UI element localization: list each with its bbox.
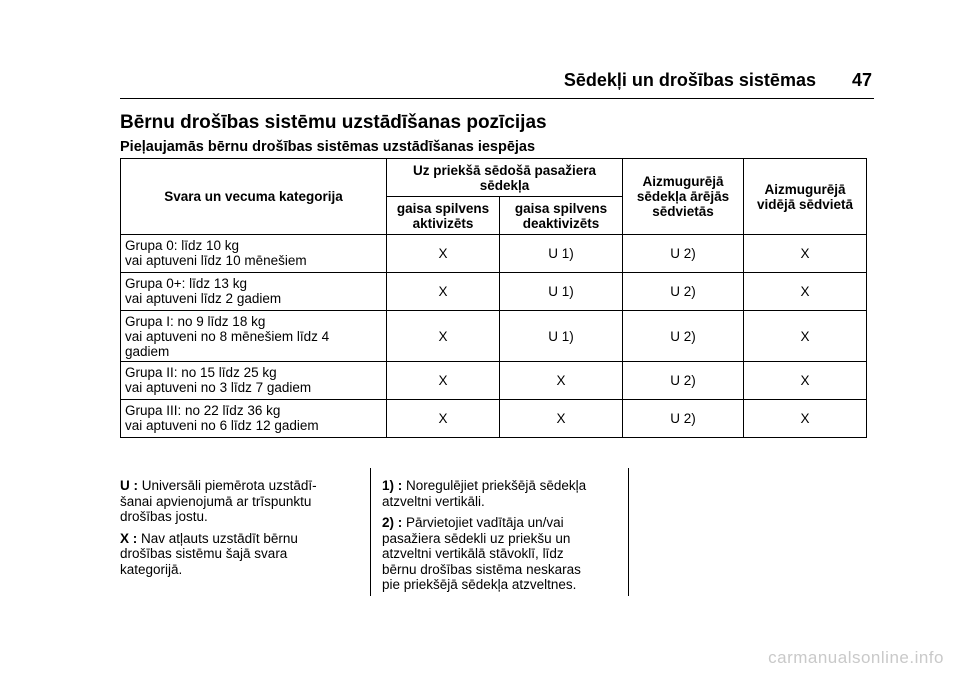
column-divider bbox=[628, 468, 629, 596]
suitability-cell: X bbox=[500, 362, 623, 400]
suitability-cell: X bbox=[387, 311, 500, 362]
suitability-cell: X bbox=[387, 235, 500, 273]
column-divider bbox=[370, 468, 371, 596]
note-item bbox=[382, 478, 622, 509]
section-title: Sēdekļi un drošības sistēmas bbox=[563, 70, 816, 90]
table-row bbox=[121, 273, 867, 311]
suitability-cell: U 2) bbox=[623, 362, 744, 400]
note-key: 2) : bbox=[382, 515, 403, 530]
weight-category-cell: Grupa 0: līdz 10 kg vai aptuveni līdz 10 mēnešiem bbox=[121, 235, 387, 273]
note-text: Pārvietojiet vadītāja un/vai pasažiera sēdekli uz priekšu un atzveltni vertikālā stāvoklī, līdz bērnu drošības sistēma neskaras pie priekšējā sēdekļa atzveltnes. bbox=[382, 515, 581, 592]
watermark: carmanualsonline.info bbox=[768, 648, 944, 667]
table-title: Pieļaujamās bērnu drošības sistēmas uzstādīšanas iespējas bbox=[120, 139, 536, 155]
weight-category-cell: Grupa 0+: līdz 13 kg vai aptuveni līdz 2 gadiem bbox=[121, 273, 387, 311]
suitability-cell: U 1) bbox=[500, 273, 623, 311]
suitability-cell: U 2) bbox=[623, 400, 744, 438]
weight-category-cell: Grupa II: no 15 līdz 25 kg vai aptuveni no 3 līdz 7 gadiem bbox=[121, 362, 387, 400]
suitability-cell: U 2) bbox=[623, 273, 744, 311]
suitability-cell: X bbox=[744, 362, 867, 400]
suitability-cell: X bbox=[744, 400, 867, 438]
suitability-cell: X bbox=[387, 362, 500, 400]
header-front-seat: Uz priekšā sēdošā pasažiera sēdekļa bbox=[387, 159, 623, 197]
weight-category-cell: Grupa III: no 22 līdz 36 kg vai aptuveni no 6 līdz 12 gadiem bbox=[121, 400, 387, 438]
note-key: 1) : bbox=[382, 478, 403, 493]
suitability-cell: U 2) bbox=[623, 311, 744, 362]
suitability-cell: X bbox=[387, 400, 500, 438]
table-row bbox=[121, 235, 867, 273]
suitability-cell: X bbox=[744, 235, 867, 273]
note-key: U : bbox=[120, 478, 138, 493]
header-weight-category: Svara un vecuma kategorija bbox=[121, 159, 387, 235]
page-number: 47 bbox=[851, 70, 872, 90]
note-text: Noregulējiet priekšējā sēdekļa atzveltni vertikāli. bbox=[382, 478, 587, 509]
header-rear-center: Aizmugurējā vidējā sēdvietā bbox=[744, 159, 867, 235]
weight-category-cell: Grupa I: no 9 līdz 18 kg vai aptuveni no 8 mēnešiem līdz 4 gadiem bbox=[121, 311, 387, 362]
table-row bbox=[121, 311, 867, 362]
suitability-cell: X bbox=[744, 273, 867, 311]
header-airbag-on: gaisa spilvens aktivizēts bbox=[387, 197, 500, 235]
suitability-cell: U 2) bbox=[623, 235, 744, 273]
header-rule bbox=[120, 98, 874, 99]
note-text: Nav atļauts uzstādīt bērnu drošības sistēmu šajā svara kategorijā. bbox=[120, 530, 298, 577]
suitability-cell: X bbox=[387, 273, 500, 311]
page-title: Bērnu drošības sistēmu uzstādīšanas pozīcijas bbox=[120, 112, 547, 133]
note-item bbox=[120, 478, 350, 525]
suitability-cell: U 1) bbox=[500, 311, 623, 362]
note-text: Universāli piemērota uzstādī- šanai apvienojumā ar trīspunktu drošības jostu. bbox=[120, 478, 317, 524]
legend-notes bbox=[120, 478, 350, 583]
suitability-cell: U 1) bbox=[500, 235, 623, 273]
running-header bbox=[564, 70, 872, 91]
header-airbag-off: gaisa spilvens deaktivizēts bbox=[500, 197, 623, 235]
table-row bbox=[121, 400, 867, 438]
table-row bbox=[121, 362, 867, 400]
note-item bbox=[382, 515, 622, 593]
footnotes bbox=[382, 478, 622, 599]
note-item bbox=[120, 531, 350, 578]
suitability-cell: X bbox=[744, 311, 867, 362]
header-rear-outer: Aizmugurējā sēdekļa ārējās sēdvietās bbox=[623, 159, 744, 235]
child-seat-table bbox=[120, 158, 867, 438]
note-key: X : bbox=[120, 530, 138, 546]
suitability-cell: X bbox=[500, 400, 623, 438]
